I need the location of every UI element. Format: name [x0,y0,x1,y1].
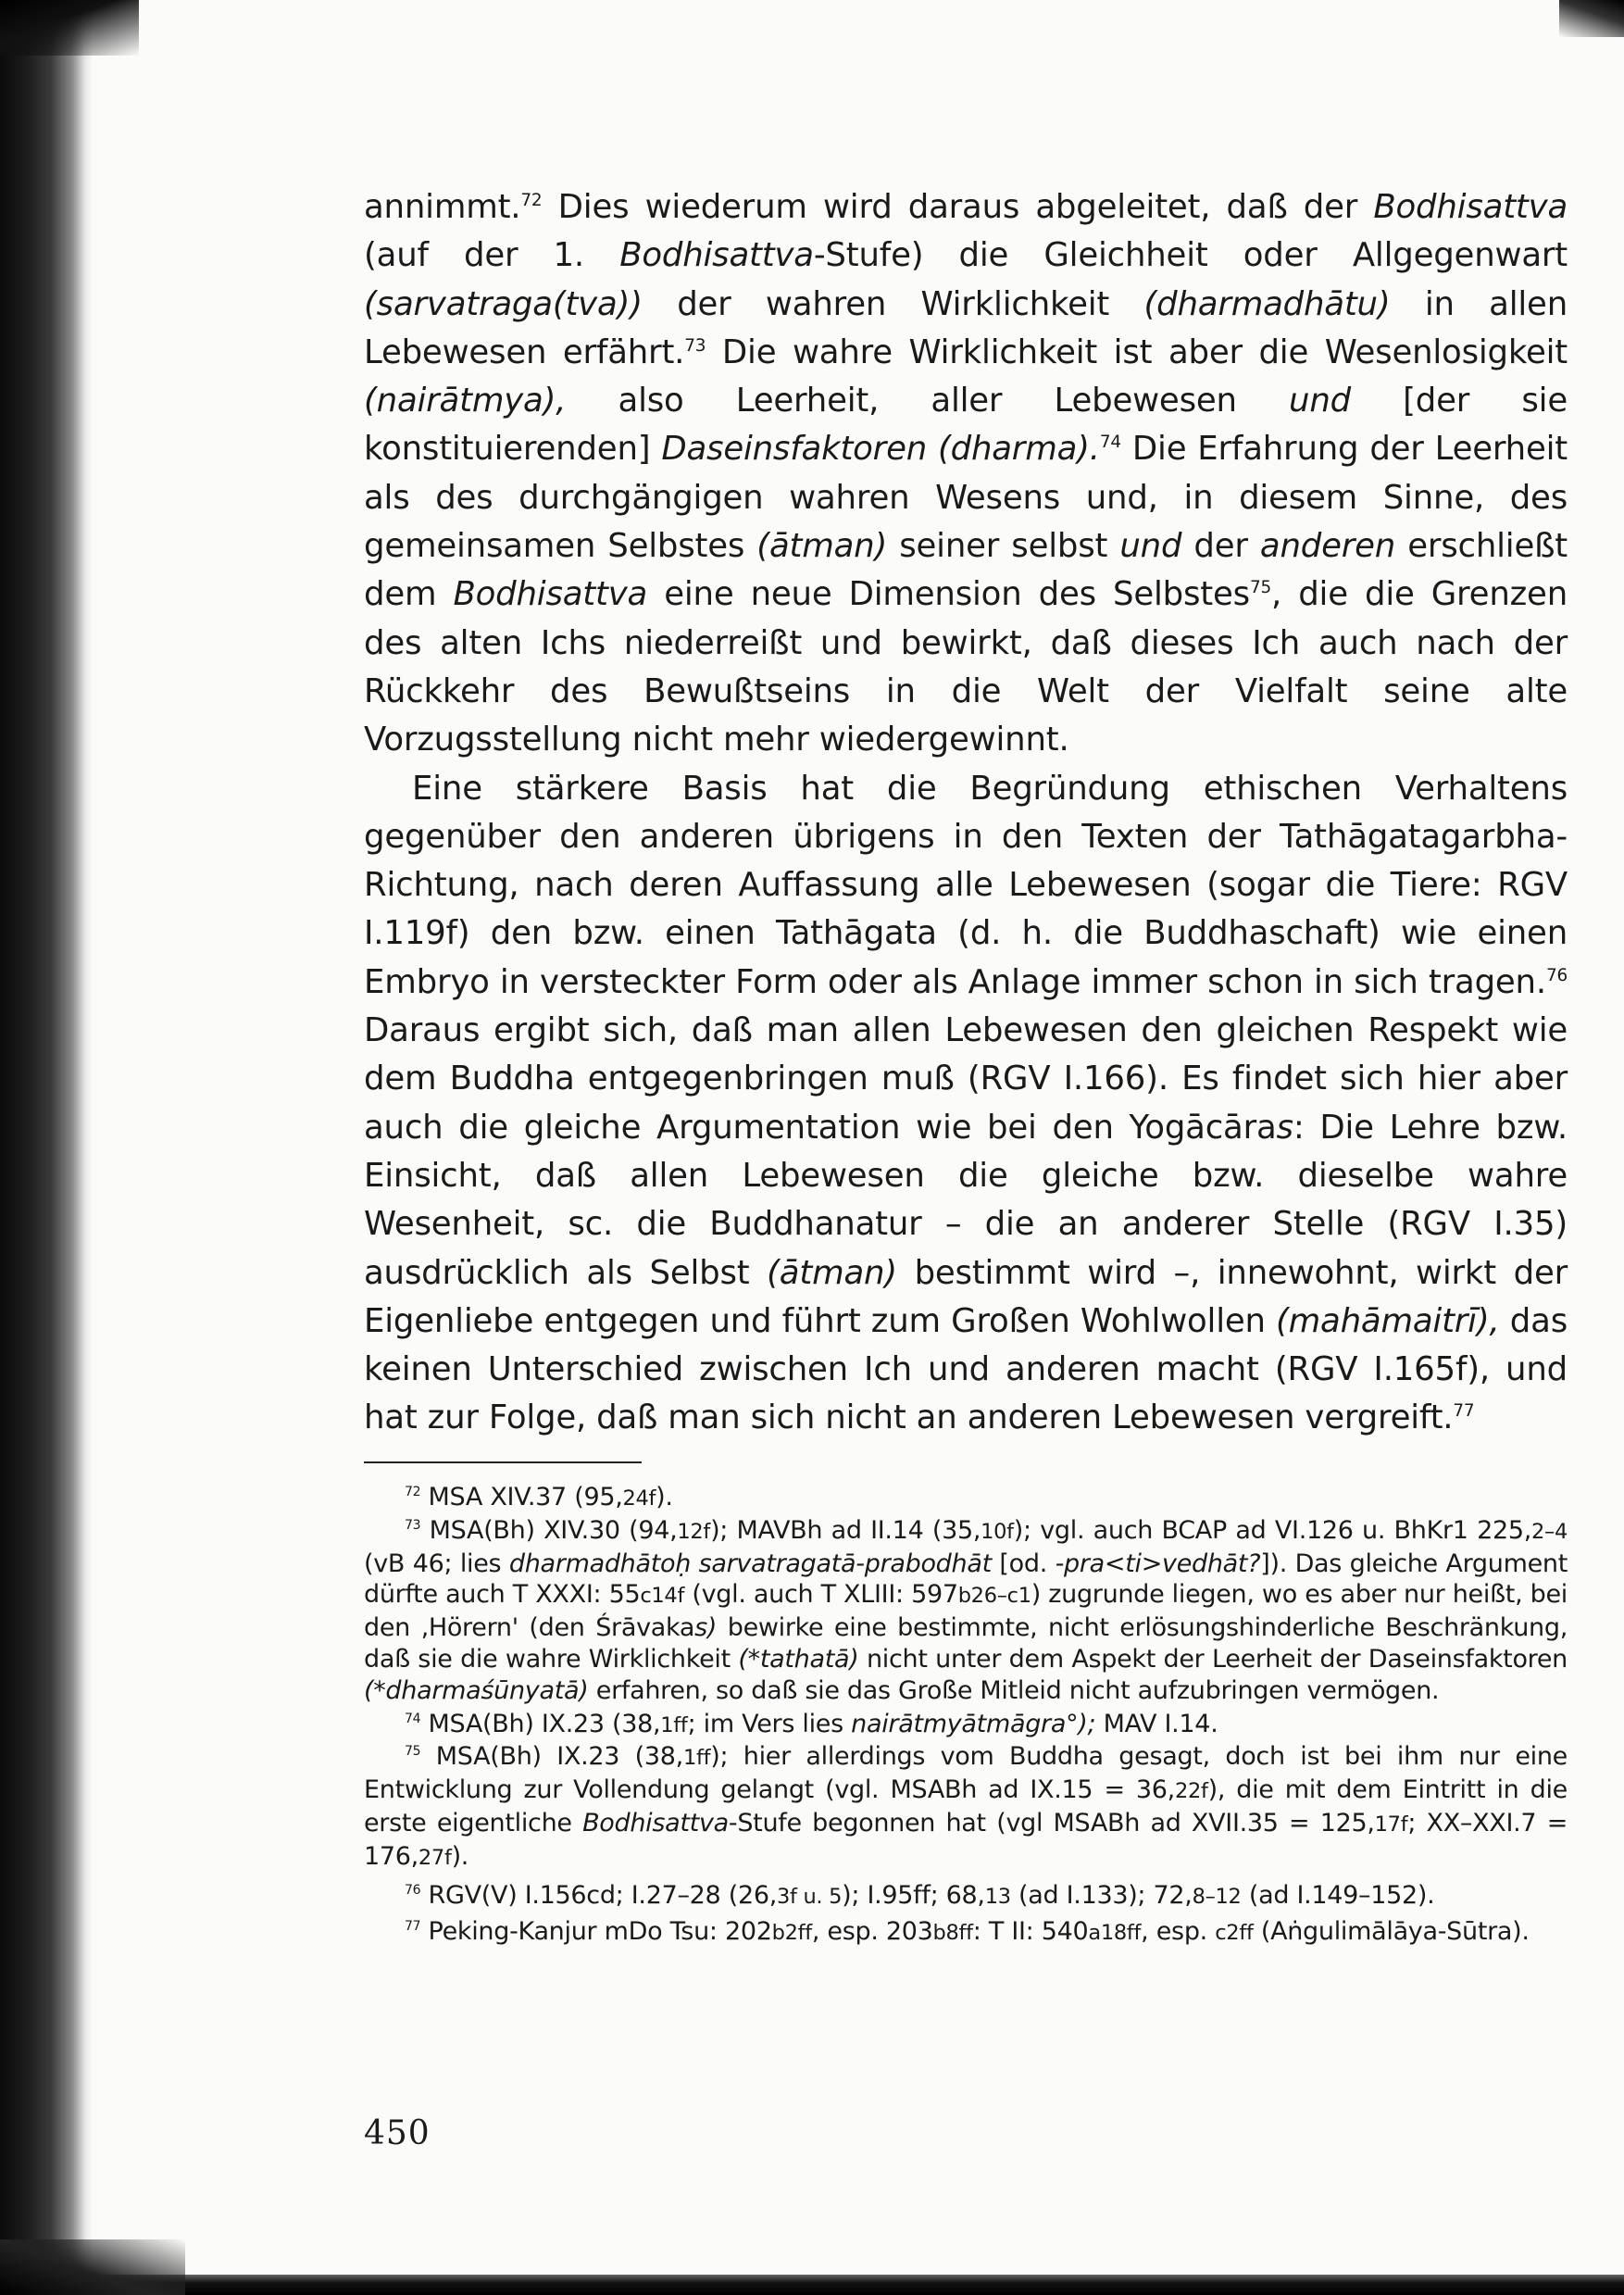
italic-term: (*tathatā) [738,1644,859,1674]
footnote-number: 74 [405,1711,421,1726]
footnote-ref-74[interactable]: 74 [1099,433,1121,453]
italic-term: und [1289,382,1351,420]
text-run: MSA(Bh) IX.23 (38, [420,1742,683,1772]
italic-term: s [1276,1108,1293,1147]
scan-shadow-top-left [0,0,139,56]
footnote-74 [364,1709,1568,1742]
text-run: seiner selbst [887,527,1120,566]
italic-term: Bodhisattva [453,575,648,614]
text-run: ]). Das gleiche Argument dürfte auch T XXXI: 55 [364,1549,1568,1610]
italic-term: (dharmadhātu) [1143,284,1391,323]
italic-term: (sarvatraga(tva)) [364,284,643,323]
footnote-77 [364,1916,1568,1950]
book-spine-shadow [0,0,93,2295]
text-run: MSA(Bh) IX.23 (38, [420,1709,661,1738]
text-run: das keinen Unterschied zwischen Ich und anderen macht (RGV I.165f), und hat zur Folge, daß man sich nicht an anderen Lebewesen vergreift. [364,1301,1568,1437]
text-run: erfahren, so daß sie das Große Mitleid nicht aufzubringen vermögen. [588,1675,1440,1705]
text-run: bewirke eine bestimmte, nicht erlösungshinderliche Beschränkung, daß sie die wahre Wirklichkeit [364,1613,1568,1674]
line-ref: b2ff [771,1921,812,1946]
text-run: der wahren Wirklichkeit [642,284,1144,323]
text-run: ); vgl. auch BCAP ad VI.126 u. BhKr1 225, [1013,1515,1532,1545]
text-run: MSA(Bh) XIV.30 (94, [420,1515,678,1545]
text-run: (auf der 1. [364,236,620,275]
footnote-separator [364,1461,642,1463]
line-ref: c14f [640,1584,685,1609]
text-run: Peking-Kanjur mDo Tsu: 202 [420,1917,772,1947]
footnotes [364,1482,1568,1950]
italic-term: anderen [1259,527,1396,566]
line-ref: 13 [984,1884,1011,1909]
line-ref: 10f [981,1519,1014,1544]
line-ref: 17f [1374,1812,1408,1837]
footnote-ref-75[interactable]: 75 [1249,578,1272,598]
text-run: (ad I.133); 72, [1010,1880,1193,1910]
text-run: , esp. 203 [811,1917,933,1947]
text-run: ), die mit dem Eintritt in die erste eigentliche [364,1775,1568,1837]
text-run: (ad I.149–152). [1241,1880,1435,1910]
italic-term: (ātman) [767,1253,897,1292]
line-ref: 27f [418,1845,452,1870]
text-run: nicht unter dem Aspekt der Leerheit der Daseinsfaktoren [858,1644,1568,1674]
line-ref: a18ff [1088,1921,1142,1946]
italic-term: Bodhisattva [582,1808,729,1837]
text-run: ); I.95ff; 68, [842,1880,985,1910]
line-ref: 22f [1174,1779,1208,1804]
line-ref: 8–12 [1192,1884,1242,1909]
text-run: ); MAVBh ad II.14 (35, [710,1515,981,1545]
footnote-76 [364,1880,1568,1913]
italic-term: -pra<ti>vedhāt? [1055,1549,1261,1578]
footnote-number: 73 [405,1517,421,1533]
footnote-75 [364,1741,1568,1874]
text-run: der [1181,527,1260,566]
text-run: eine neue Dimension des Selbstes [647,575,1250,614]
text-run: -Stufe begonnen hat (vgl MSABh ad XVII.35 = 125, [728,1808,1375,1837]
line-ref: 2–4 [1531,1519,1568,1544]
italic-term: s) [694,1613,718,1643]
text-run: (Aṅgulimālāya-Sūtra). [1253,1917,1530,1947]
line-ref: 12f [677,1519,711,1544]
footnote-72 [364,1482,1568,1515]
footnote-number: 75 [405,1744,421,1760]
text-run: ); hier allerdings vom Buddha gesagt, doch ist bei ihm nur eine Entwicklung zur Vollendung gelangt (vgl. MSABh ad IX.15 = 36, [364,1742,1568,1805]
main-text [364,183,1568,1443]
footnote-ref-73[interactable]: 73 [684,336,706,357]
text-run: bestimmt wird –, innewohnt, wirkt der Eigenliebe entgegen und führt zum Großen Wohlwollen [364,1253,1568,1340]
text-run: MAV I.14. [1095,1709,1218,1738]
text-run: Die Erfahrung der Leerheit als des durchgängigen wahren Wesens und, in diesem Sinne, des gemeinsamen Selbstes [364,430,1568,566]
text-run: also Leerheit, aller Lebewesen [566,382,1290,420]
italic-term: (*dharmaśūnyatā) [364,1675,589,1705]
line-ref: 1ff [682,1746,711,1771]
text-run: Dies wiederum wird daraus abgeleitet, daß der [542,188,1374,226]
italic-term: dharmadhātoḥ sarvatragatā-prabodhāt [508,1549,992,1578]
text-run: [od. [991,1549,1056,1578]
italic-term: und [1119,527,1182,566]
text-run: : Die Lehre bzw. Einsicht, daß allen Lebewesen die gleiche bzw. dieselbe wahre Wesenheit, sc. die Buddhanatur – die an anderer Stelle (RGV I.35) ausdrücklich als Selbst [364,1108,1568,1292]
text-run: ; XX–XXI.7 = 176, [364,1808,1568,1871]
scan-shadow-top-right [1559,0,1624,37]
text-run: , die die Grenzen des alten Ichs niederreißt und bewirkt, daß dieses Ich auch nach der Rückkehr des Bewußtseins in die Welt der Vielfalt seine alte Vorzugsstellung nicht mehr wiedergewinnt. [364,575,1568,759]
line-ref: b26–c1 [957,1584,1031,1609]
line-ref: b8ff [932,1921,973,1946]
text-run: Die wahre Wirklichkeit ist aber die Wesenlosigkeit [706,332,1568,371]
paragraph-2 [364,765,1568,1443]
text-run: , esp. [1141,1917,1216,1947]
scan-shadow-bottom-left [0,2239,185,2295]
text-run: Daraus ergibt sich, daß man allen Lebewesen den gleichen Respekt wie dem Buddha entgegenbringen muß (RGV I.166). Es findet sich hier aber auch die gleiche Argumentation wie bei den Yogācāra [364,1011,1568,1147]
text-run: ). [656,1483,673,1511]
text-run: annimmt. [364,188,521,226]
footnote-number: 72 [405,1485,421,1499]
italic-term: Bodhisattva [1373,188,1568,226]
italic-term: Daseinsfaktoren (dharma). [661,430,1100,469]
footnote-ref-76[interactable]: 76 [1545,965,1568,985]
footnote-number: 77 [405,1919,421,1935]
footnote-ref-72[interactable]: 72 [520,191,543,211]
footnote-ref-77[interactable]: 77 [1453,1401,1475,1422]
text-run: (vB 46; lies [364,1549,509,1578]
text-run: RGV(V) I.156cd; I.27–28 (26, [420,1880,777,1910]
text-run: ; im Vers lies [687,1709,852,1738]
italic-term: (mahāmaitrī), [1276,1301,1500,1340]
text-run: erschließt dem [364,527,1568,614]
italic-term: (nairātmya), [364,382,567,420]
text-run: Eine stärkere Basis hat die Begründung ethischen Verhaltens gegenüber den anderen übrigens in den Texten der Tathāgatagarbha-Richtung, nach deren Auffassung alle Lebewesen (sogar die Tiere: RGV I.119f) den bzw. einen Tathāgata (d. h. die Buddhaschaft) wie einen Embryo in versteckter Form oder als Anlage immer schon in sich tragen. [364,769,1568,1001]
line-ref: 3f u. 5 [776,1884,843,1909]
page-number: 450 [364,2114,431,2152]
text-run: MSA XIV.37 (95, [420,1483,623,1511]
line-ref: 24f [622,1486,656,1511]
italic-term: (ātman) [756,527,888,566]
footnote-73 [364,1515,1568,1707]
text-run: in allen Lebewesen erfährt. [364,284,1568,371]
footnote-number: 76 [405,1882,421,1898]
paragraph-1 [364,183,1568,765]
text-run: ) zugrunde liegen, wo es aber nur heißt, bei den ‚Hörern' (den Śrāvaka [364,1580,1568,1643]
scan-shadow-bottom [0,2275,1624,2295]
line-ref: c2ff [1215,1921,1254,1946]
italic-term: Bodhisattva [619,236,814,275]
text-run: -Stufe) die Gleichheit oder Allgegenwart [813,236,1568,275]
text-run: : T II: 540 [972,1917,1089,1947]
text-run: ). [451,1841,469,1871]
text-run: (vgl. auch T XLIII: 597 [684,1580,958,1610]
text-run: [der sie konstituierenden] [364,382,1568,469]
italic-term: nairātmyātmāgra°); [851,1709,1096,1738]
line-ref: 1ff [660,1712,688,1737]
